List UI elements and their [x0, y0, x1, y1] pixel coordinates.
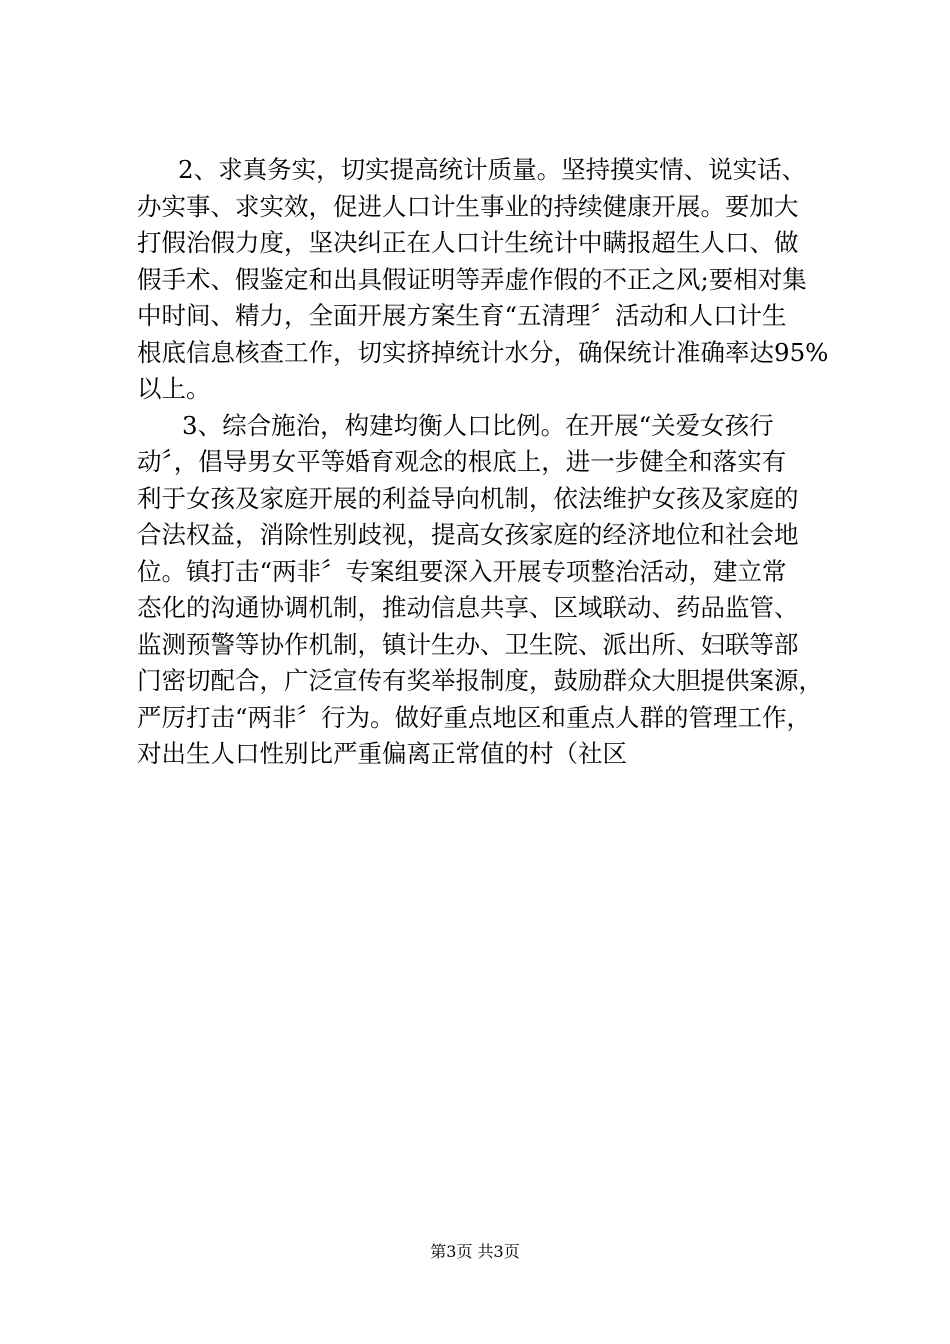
text-line: 合法权益，消除性别歧视，提高女孩家庭的经济地位和社会地 — [137, 520, 799, 549]
paragraph-population-balance — [137, 408, 837, 810]
text-line: 打假治假力度，坚决纠正在人口计生统计中瞒报超生人口、做 — [137, 228, 799, 257]
text-line: 根底信息核查工作，切实挤掉统计水分，确保统计准确率达95% — [137, 337, 829, 367]
text-line: 对出生人口性别比严重偏离正常值的村（社区 — [137, 739, 627, 768]
text-line: 假手术、假鉴定和出具假证明等弄虚作假的不正之风;要相对集 — [137, 264, 807, 294]
text-line: 利于女孩及家庭开展的利益导向机制，依法维护女孩及家庭的 — [137, 483, 799, 513]
text-line — [137, 773, 837, 810]
paragraph-statistics-quality — [137, 152, 837, 408]
text-line: 严厉打击“两非〞行为。做好重点地区和重点人群的管理工作， — [137, 702, 812, 732]
page-footer — [0, 1242, 950, 1262]
text-line: 门密切配合，广泛宣传有奖举报制度，鼓励群众大胆提供案源， — [137, 666, 823, 695]
page-number-label: 第3页 共3页 — [430, 1242, 520, 1261]
text-line: 2、求真务实，切实提高统计质量。坚持摸实情、说实话、 — [178, 155, 807, 184]
text-line: 监测预警等协作机制，镇计生办、卫生院、派出所、妇联等部 — [137, 629, 799, 659]
text-line: 以上。 — [137, 374, 211, 403]
body-text — [137, 152, 837, 809]
text-line: 办实事、求实效，促进人口计生事业的持续健康开展。要加大 — [137, 191, 799, 221]
text-line: 中时间、精力，全面开展方案生育“五清理〞活动和人口计生 — [137, 301, 787, 330]
text-line: 位。镇打击“两非〞专案组要深入开展专项整治活动，建立常 — [137, 556, 787, 586]
text-line: 态化的沟通协调机制，推动信息共享、区域联动、药品监管、 — [137, 593, 799, 622]
text-line: 动〞，倡导男女平等婚育观念的根底上，进一步健全和落实有 — [137, 447, 787, 476]
text-line: 3、综合施治，构建均衡人口比例。在开展“关爱女孩行 — [182, 410, 774, 440]
